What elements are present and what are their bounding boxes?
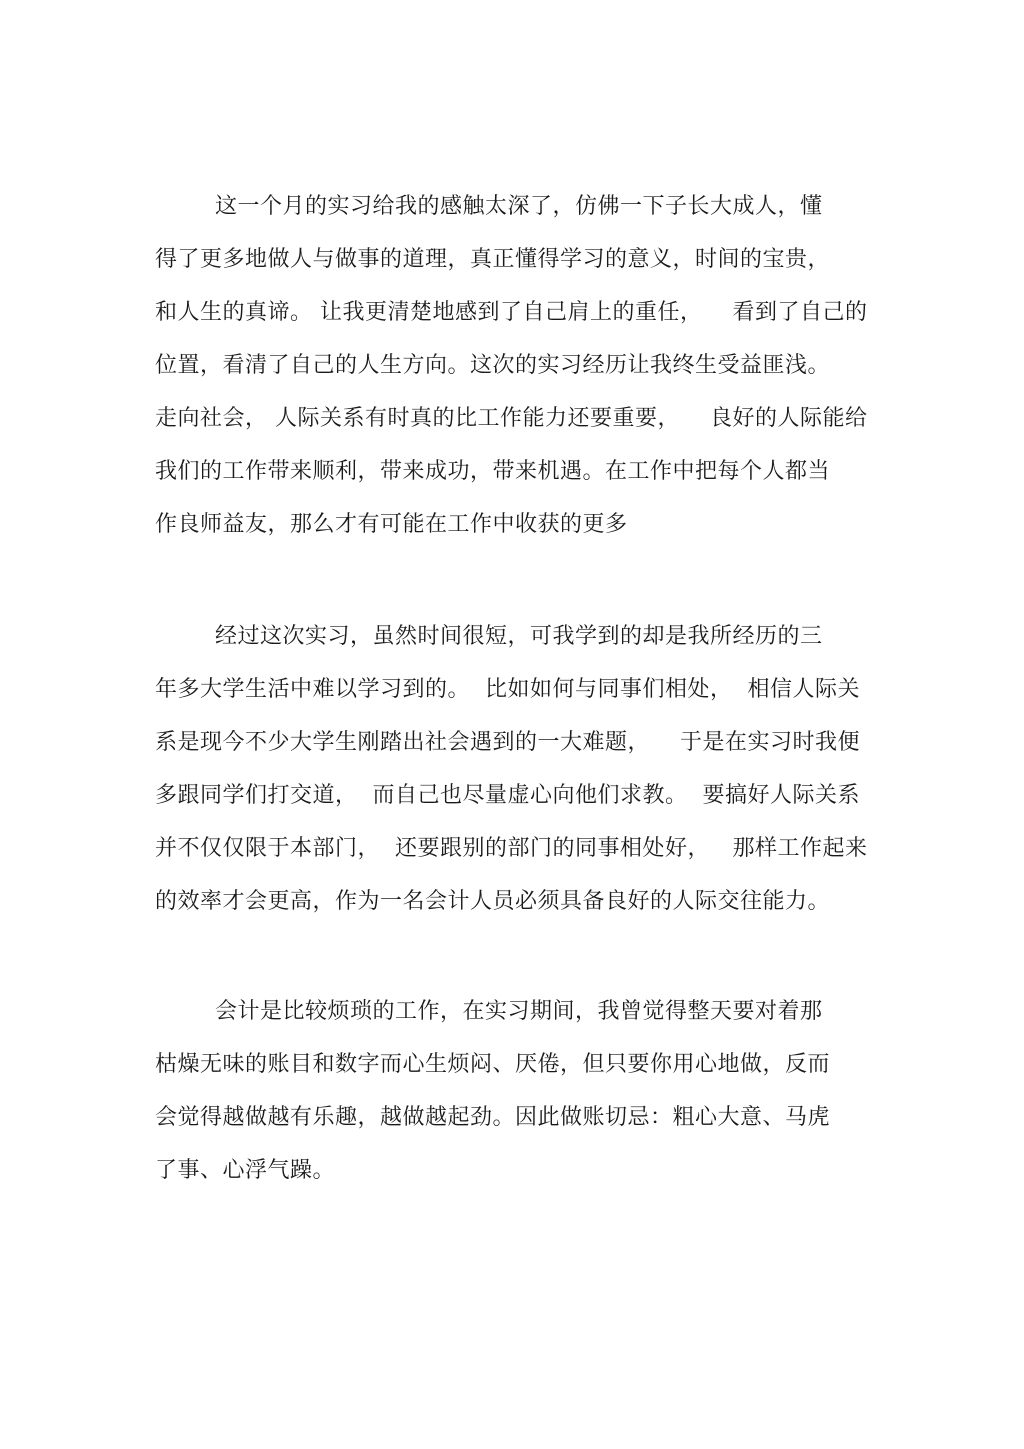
text-line: 了事、心浮气躁。 <box>155 1158 336 1183</box>
text-line: 系是现今不少大学生刚踏出社会遇到的一大难题， 于是在实习时我便 <box>155 730 860 755</box>
text-line: 年多大学生活中难以学习到的。 比如如何与同事们相处， 相信人际关 <box>155 677 860 702</box>
paragraph-2 <box>155 610 875 928</box>
text-line: 走向社会， 人际关系有时真的比工作能力还要重要， 良好的人际能给 <box>155 406 868 431</box>
text-line: 和人生的真谛。 让我更清楚地感到了自己肩上的重任， 看到了自己的 <box>155 300 868 325</box>
text-line: 作良师益友，那么才有可能在工作中收获的更多 <box>155 512 628 537</box>
text-line: 的效率才会更高，作为一名会计人员必须具备良好的人际交往能力。 <box>155 889 831 914</box>
text-line: 经过这次实习，虽然时间很短，可我学到的却是我所经历的三 <box>155 624 823 649</box>
text-line: 并不仅仅限于本部门， 还要跟别的部门的同事相处好， 那样工作起来 <box>155 836 868 861</box>
text-line: 会计是比较烦琐的工作，在实习期间，我曾觉得整天要对着那 <box>155 999 823 1024</box>
text-line: 这一个月的实习给我的感触太深了，仿佛一下子长大成人，懂 <box>155 194 823 219</box>
paragraph-1 <box>155 180 875 551</box>
text-line: 多跟同学们打交道， 而自己也尽量虚心向他们求教。 要搞好人际关系 <box>155 783 860 808</box>
paragraph-3 <box>155 985 875 1197</box>
text-line: 会觉得越做越有乐趣，越做越起劲。因此做账切忌：粗心大意、马虎 <box>155 1105 831 1130</box>
text-line: 我们的工作带来顺利，带来成功，带来机遇。在工作中把每个人都当 <box>155 459 831 484</box>
text-line: 枯燥无味的账目和数字而心生烦闷、厌倦，但只要你用心地做，反而 <box>155 1052 831 1077</box>
text-line: 位置，看清了自己的人生方向。这次的实习经历让我终生受益匪浅。 <box>155 353 831 378</box>
text-line: 得了更多地做人与做事的道理，真正懂得学习的意义，时间的宝贵， <box>155 247 831 272</box>
